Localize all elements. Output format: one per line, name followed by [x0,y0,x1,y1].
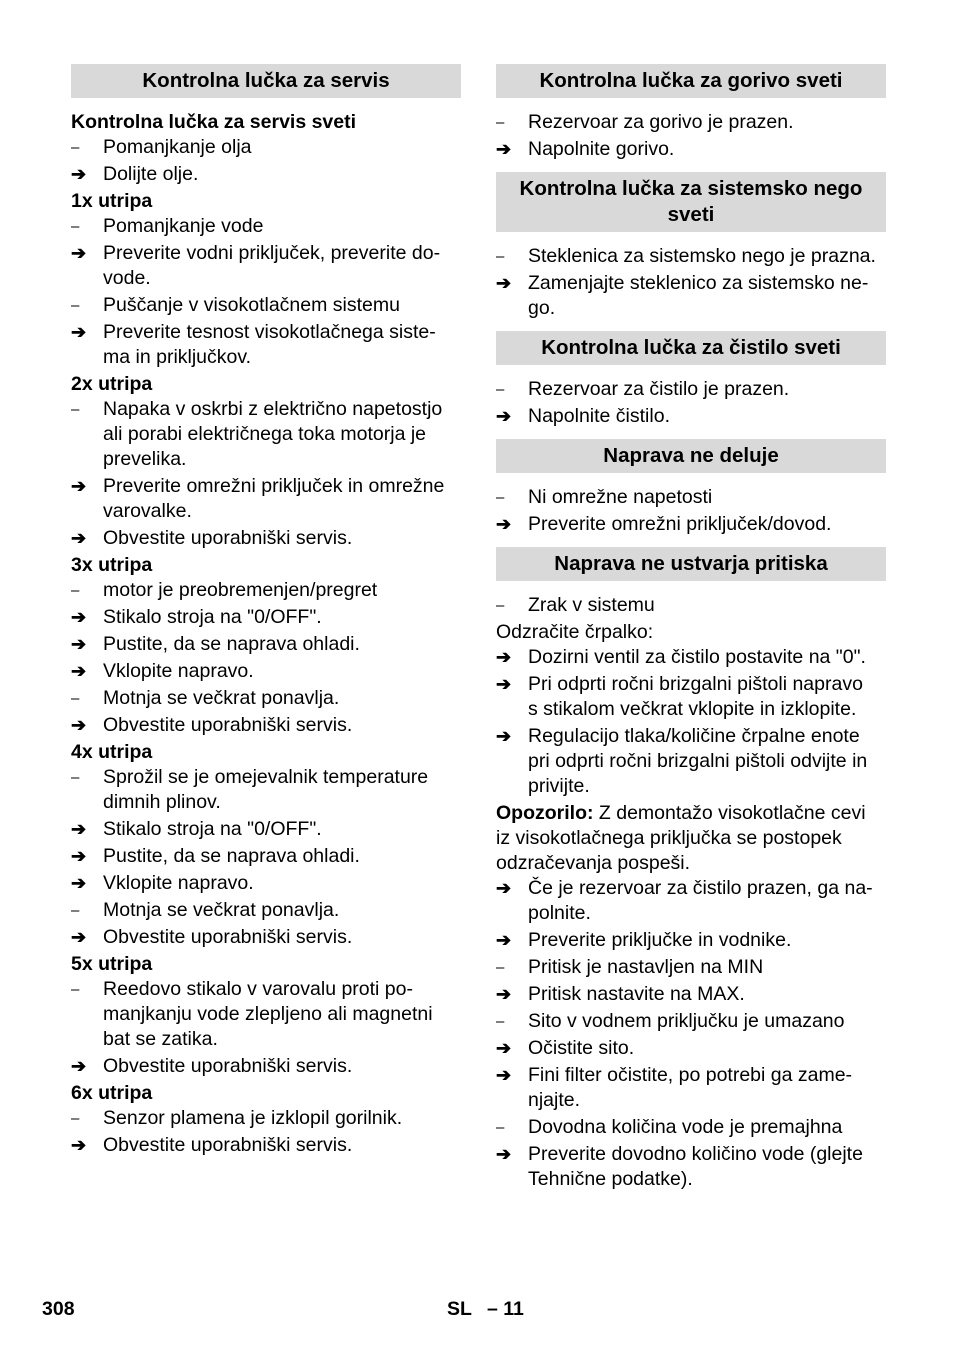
action-item [71,1133,461,1158]
item-text: Vklopite napravo. [103,872,254,894]
arrow-right-icon: ➔ [71,927,87,947]
arrow-right-icon: ➔ [496,406,512,426]
item-text: Pustite, da se naprava ohladi. [103,845,360,867]
item-text: Motnja se večkrat ponavlja. [103,899,340,921]
subheading: 3x utripa [71,554,153,576]
item-text: Steklenica za sistemsko nego je prazna. [528,245,876,267]
item-text: Pomanjkanje vode [103,215,264,237]
arrow-right-icon: ➔ [496,674,512,694]
dash-icon: – [71,690,80,707]
action-item [496,982,886,1007]
item-text: Zrak v sistemu [528,594,655,616]
action-item [71,659,461,684]
arrow-right-icon: ➔ [496,1038,512,1058]
item-text: Pritisk je nastavljen na MIN [528,956,764,978]
cause-item [496,244,886,269]
cause-item [71,214,461,239]
subheading: 2x utripa [71,373,153,395]
item-text: Stikalo stroja na "0/OFF". [103,606,322,628]
action-item [496,1063,886,1113]
action-item [71,474,461,524]
arrow-right-icon: ➔ [71,1135,87,1155]
item-text: Dozirni ventil za čistilo postavite na "0". [528,646,866,668]
item-text: Motnja se večkrat ponavlja. [103,687,340,709]
action-item [496,137,886,162]
section-heading: Kontrolna lučka za sistemsko nego sveti [496,172,886,232]
dash-icon: – [71,981,80,998]
arrow-right-icon: ➔ [71,322,87,342]
language-code: SL [447,1298,472,1320]
troubleshoot-section [496,64,886,162]
arrow-right-icon: ➔ [496,726,512,746]
cause-item [71,765,461,815]
cause-item [496,377,886,402]
language-page-label [447,1297,524,1322]
item-text: Ni omrežne napetosti [528,486,713,508]
item-text: motor je preobremenjen/pregret [103,579,378,601]
dash-icon: – [71,902,80,919]
item-text: Sprožil se je omejevalnik temperature dimnih plinov. [103,766,429,813]
item-text: Napaka v oskrbi z električno napetostjo ali porabi električnega toka motorja je prevelika. [103,398,443,470]
action-item [71,871,461,896]
left-groups [71,110,461,1158]
cause-item [496,593,886,618]
item-text: Pomanjkanje olja [103,136,252,158]
arrow-right-icon: ➔ [71,846,87,866]
item-text: Preverite vodni priključek, preverite do- vode. [103,242,441,289]
item-text: Vklopite napravo. [103,660,254,682]
item-text: Pritisk nastavite na MAX. [528,983,745,1005]
subheading: 5x utripa [71,953,153,975]
item-text: Sito v vodnem priključku je umazano [528,1010,845,1032]
section-heading: Naprava ne ustvarja pritiska [496,547,886,581]
dash-icon: – [496,114,505,131]
arrow-right-icon: ➔ [71,634,87,654]
cause-item [71,977,461,1052]
dash-icon: – [496,381,505,398]
arrow-right-icon: ➔ [496,1065,512,1085]
action-item [71,632,461,657]
paragraph-text: Odzračite črpalko: [496,621,654,643]
item-text: Preverite tesnost visokotlačnega siste- ma in priključkov. [103,321,436,368]
troubleshoot-section [496,172,886,321]
dash-icon: – [496,1013,505,1030]
item-text: Dolijte olje. [103,163,199,185]
item-text: Obvestite uporabniški servis. [103,714,353,736]
arrow-right-icon: ➔ [71,819,87,839]
dash-icon: – [496,959,505,976]
blink-group [71,553,461,738]
item-text: Rezervoar za čistilo je prazen. [528,378,790,400]
item-text: Pri odprti ročni brizgalni pištoli napravo s stikalom večkrat vklopite in izklopite. [528,673,863,720]
action-item [71,1054,461,1079]
plain-paragraph [496,620,886,645]
cause-item [71,135,461,160]
dash-icon: – [71,769,80,786]
item-text: Obvestite uporabniški servis. [103,527,353,549]
blink-group [71,110,461,187]
arrow-right-icon: ➔ [496,930,512,950]
right-column [496,64,886,1194]
action-item [496,512,886,537]
cause-item [71,397,461,472]
dash-icon: – [496,489,505,506]
item-text: Stikalo stroja na "0/OFF". [103,818,322,840]
note-paragraph [496,801,886,876]
dash-icon: – [71,582,80,599]
action-item [71,713,461,738]
action-item [71,844,461,869]
subheading: 6x utripa [71,1082,153,1104]
cause-item [71,293,461,318]
dash-icon: – [71,139,80,156]
arrow-right-icon: ➔ [71,164,87,184]
arrow-right-icon: ➔ [496,139,512,159]
cause-item [496,1115,886,1140]
action-item [71,526,461,551]
section-heading: Kontrolna lučka za gorivo sveti [496,64,886,98]
arrow-right-icon: ➔ [496,878,512,898]
arrow-right-icon: ➔ [71,715,87,735]
action-item [496,672,886,722]
action-item [71,162,461,187]
action-item [71,925,461,950]
dash-icon: – [71,218,80,235]
arrow-right-icon: ➔ [496,647,512,667]
item-text: Obvestite uporabniški servis. [103,1055,353,1077]
cause-item [71,686,461,711]
subheading: Kontrolna lučka za servis sveti [71,111,357,133]
cause-item [496,955,886,980]
dash-icon: – [71,1110,80,1127]
dash-icon: – [71,297,80,314]
blink-group [71,740,461,950]
troubleshoot-section [496,331,886,429]
troubleshoot-section [496,547,886,1192]
arrow-right-icon: ➔ [71,528,87,548]
item-text: Pustite, da se naprava ohladi. [103,633,360,655]
arrow-right-icon: ➔ [71,661,87,681]
item-text: Napolnite čistilo. [528,405,670,427]
item-text: Senzor plamena je izklopil gorilnik. [103,1107,403,1129]
cause-item [496,1009,886,1034]
dash-icon: – [496,597,505,614]
subheading: 4x utripa [71,741,153,763]
blink-group [71,189,461,370]
item-text: Reedovo stikalo v varovalu proti po- manjkanju vode zlepljeno ali magnetni bat se zatika. [103,978,433,1050]
cause-item [71,578,461,603]
item-text: Fini filter očistite, po potrebi ga zame- njajte. [528,1064,853,1111]
section-heading: Naprava ne deluje [496,439,886,473]
blink-group [71,1081,461,1158]
action-item [496,1142,886,1192]
arrow-right-icon: ➔ [71,1056,87,1076]
page-number: 308 [42,1298,75,1320]
action-item [496,724,886,799]
item-text: Preverite omrežni priključek/dovod. [528,513,832,535]
action-item [496,876,886,926]
action-item [496,404,886,429]
note-label: Opozorilo: [496,802,594,824]
section-heading: Kontrolna lučka za čistilo sveti [496,331,886,365]
action-item [71,605,461,630]
action-item [496,645,886,670]
dash-icon: – [496,248,505,265]
action-item [496,1036,886,1061]
cause-item [71,898,461,923]
section-service-light [71,64,461,1158]
item-text: Preverite dovodno količino vode (glejte Tehnične podatke). [528,1143,863,1190]
arrow-right-icon: ➔ [496,984,512,1004]
blink-group [71,372,461,551]
arrow-right-icon: ➔ [496,273,512,293]
action-item [71,817,461,842]
item-text: Napolnite gorivo. [528,138,675,160]
item-text: Obvestite uporabniški servis. [103,926,353,948]
item-text: Obvestite uporabniški servis. [103,1134,353,1156]
item-text: Če je rezervoar za čistilo prazen, ga na- polnite. [528,877,873,924]
action-item [496,271,886,321]
action-item [71,241,461,291]
arrow-right-icon: ➔ [496,1144,512,1164]
paragraph-text: Z demontažo visokotlačne cevi iz visokotlačnega priključka se postopek odzračevanja pospeši. [496,802,866,874]
action-item [496,928,886,953]
arrow-right-icon: ➔ [71,607,87,627]
arrow-right-icon: ➔ [496,514,512,534]
dash-icon: – [71,401,80,418]
item-text: Regulacijo tlaka/količine črpalne enote pri odprti ročni brizgalni pištoli odvijte in privijte. [528,725,868,797]
section-heading: Kontrolna lučka za servis [71,64,461,98]
page-separator: – [487,1298,498,1320]
item-text: Preverite omrežni priključek in omrežne varovalke. [103,475,445,522]
item-text: Rezervoar za gorivo je prazen. [528,111,794,133]
cause-item [496,110,886,135]
dash-icon: – [496,1119,505,1136]
cause-item [71,1106,461,1131]
arrow-right-icon: ➔ [71,243,87,263]
chapter-page: 11 [503,1298,524,1320]
item-text: Preverite priključke in vodnike. [528,929,792,951]
item-text: Dovodna količina vode je premajhna [528,1116,843,1138]
item-text: Puščanje v visokotlačnem sistemu [103,294,400,316]
item-text: Zamenjajte steklenico za sistemsko ne- go. [528,272,869,319]
left-column [71,64,461,1160]
arrow-right-icon: ➔ [71,873,87,893]
arrow-right-icon: ➔ [71,476,87,496]
subheading: 1x utripa [71,190,153,212]
troubleshoot-section [496,439,886,537]
action-item [71,320,461,370]
item-text: Očistite sito. [528,1037,635,1059]
blink-group [71,952,461,1079]
cause-item [496,485,886,510]
